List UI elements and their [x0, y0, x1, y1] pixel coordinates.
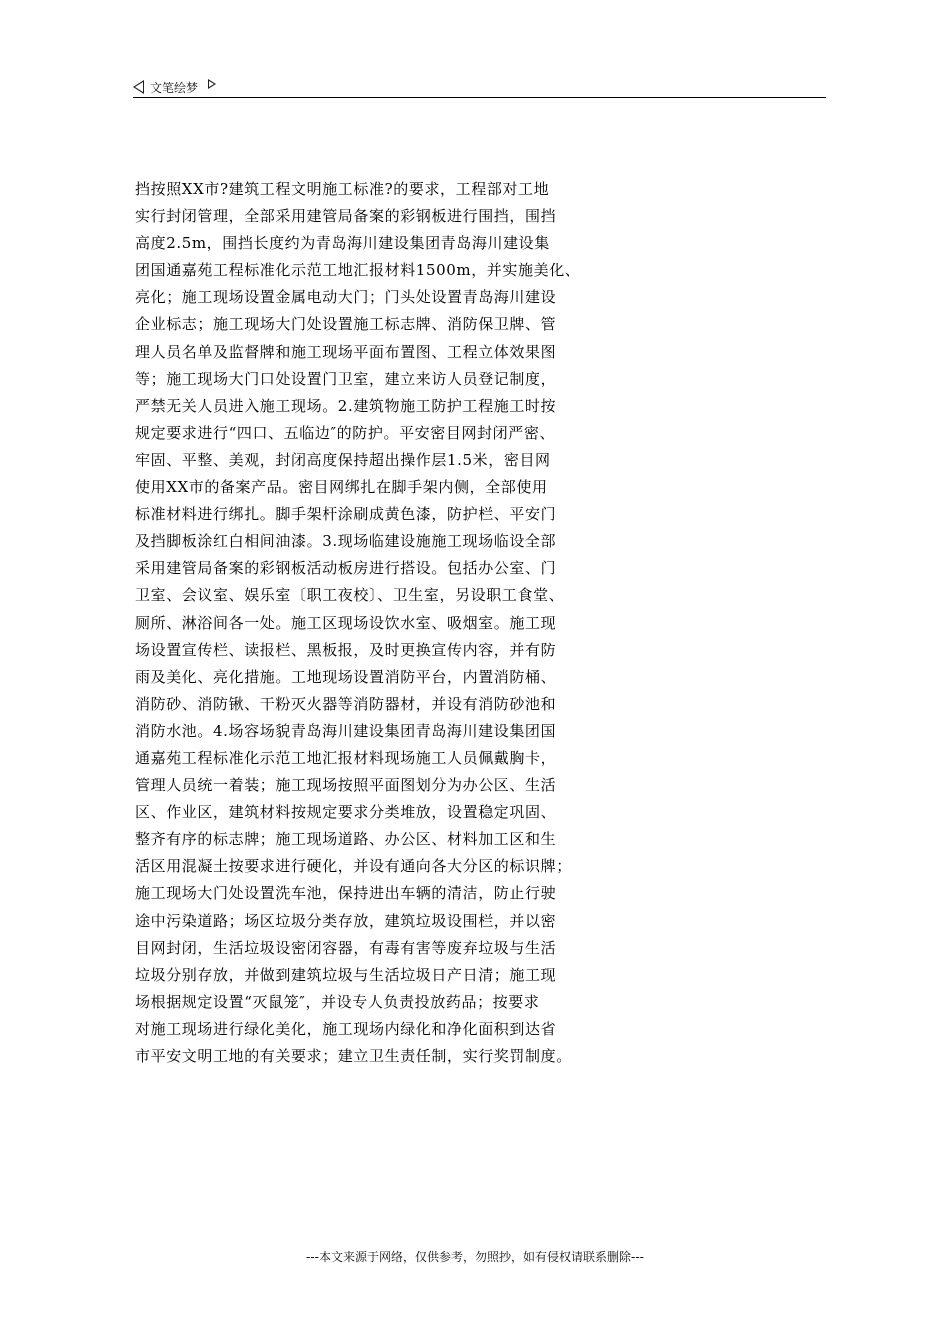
text-line: 市平安文明工地的有关要求；建立卫生责任制，实行奖罚制度。	[135, 1047, 572, 1065]
text-line: 使用XX市的备案产品。密目网绑扎在脚手架内侧，全部使用	[135, 478, 548, 497]
text-line: 等；施工现场大门口处设置门卫室，建立来访人员登记制度，	[135, 369, 557, 388]
text-line: 牢固、平整、美观，封闭高度保持超出操作层1.5米，密目网	[135, 450, 551, 469]
text-line: 卫室、会议室、娱乐室〔职工夜校〕、卫生室，另设职工食堂、	[135, 586, 565, 605]
body-paragraph	[135, 176, 835, 1070]
text-line: 施工现场大门处设置洗车池，保持进出车辆的清洁，防止行驶	[135, 884, 557, 903]
right-triangle-icon	[208, 79, 216, 89]
text-line: 挡按照XX市?建筑工程文明施工标准?的要求，工程部对工地	[135, 180, 550, 198]
text-line: 企业标志；施工现场大门处设置施工标志牌、消防保卫牌、管	[135, 315, 557, 334]
text-line: 理人员名单及监督牌和施工现场平面布置图、工程立体效果图	[135, 342, 557, 361]
text-line: 亮化；施工现场设置金属电动大门；门头处设置青岛海川建设	[135, 288, 557, 307]
text-line: 通嘉苑工程标准化示范工地汇报材料现场施工人员佩戴胸卡，	[135, 748, 557, 767]
text-line: 标准材料进行绑扎。脚手架杆涂刷成黄色漆，防护栏、平安门	[135, 505, 557, 524]
text-line: 目网封闭，生活垃圾设密闭容器，有毒有害等废弃垃圾与生活	[135, 938, 557, 957]
text-line: 区、作业区，建筑材料按规定要求分类堆放，设置稳定巩固、	[135, 803, 557, 822]
text-line: 场根据规定设置“灭鼠笼″，并设专人负责投放药品；按要求	[135, 992, 540, 1011]
text-line: 团国通嘉苑工程标准化示范工地汇报材料1500m，并实施美化、	[135, 261, 581, 280]
header-divider	[133, 97, 826, 98]
page-footer: ---本文来源于网络，仅供参考，勿照抄，如有侵权请联系删除---	[306, 1250, 644, 1264]
text-line: 整齐有序的标志牌；施工现场道路、办公区、材料加工区和生	[135, 830, 557, 849]
text-line: 规定要求进行“四口、五临边″的防护。平安密目网封闭严密、	[135, 423, 556, 442]
text-line: 采用建管局备案的彩钢板活动板房进行搭设。包括办公室、门	[135, 559, 557, 578]
text-line: 严禁无关人员进入施工现场。2.建筑物施工防护工程施工时按	[135, 396, 557, 415]
text-line: 对施工现场进行绿化美化，施工现场内绿化和净化面积到达省	[135, 1019, 557, 1038]
header-brand: 文笔绘梦	[150, 80, 199, 95]
text-line: 活区用混凝土按要求进行硬化，并设有通向各大分区的标识牌；	[135, 857, 572, 876]
text-line: 途中污染道路；场区垃圾分类存放，建筑垃圾设围栏，并以密	[135, 911, 557, 930]
text-line: 厕所、淋浴间各一处。施工区现场设饮水室、吸烟室。施工现	[135, 613, 557, 632]
left-triangle-icon	[133, 80, 144, 94]
text-line: 场设置宣传栏、读报栏、黑板报，及时更换宣传内容，并有防	[135, 640, 557, 659]
text-line: 消防水池。4.场容场貌青岛海川建设集团青岛海川建设集团国	[135, 721, 557, 740]
text-line: 雨及美化、亮化措施。工地现场设置消防平台，内置消防桶、	[135, 667, 557, 686]
text-line: 消防砂、消防锹、干粉灭火器等消防器材，并设有消防砂池和	[135, 694, 557, 713]
text-line: 管理人员统一着装；施工现场按照平面图划分为办公区、生活	[135, 776, 557, 795]
text-line: 及挡脚板涂红白相间油漆。3.现场临建设施施工现场临设全部	[135, 532, 557, 551]
text-line: 高度2.5m，围挡长度约为青岛海川建设集团青岛海川建设集	[135, 234, 550, 253]
text-line: 实行封闭管理，全部采用建管局备案的彩钢板进行围挡，围挡	[135, 207, 557, 226]
page-header	[133, 76, 216, 98]
text-line: 垃圾分别存放，并做到建筑垃圾与生活垃圾日产日清；施工现	[135, 965, 557, 984]
